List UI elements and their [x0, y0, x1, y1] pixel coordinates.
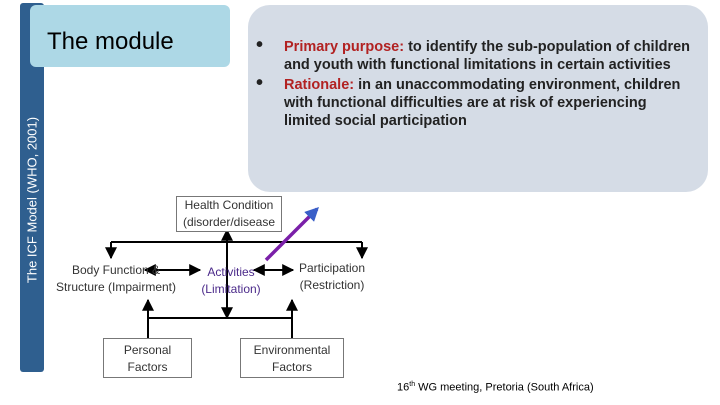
- node-activities: [196, 264, 266, 298]
- node-participation-line2: (Restriction): [299, 278, 365, 292]
- node-body-line2: Structure (Impairment): [55, 280, 177, 294]
- node-personal-line2: Factors: [127, 360, 168, 374]
- bullet-key: Rationale:: [284, 77, 355, 93]
- node-environmental-line2: Factors: [271, 360, 312, 374]
- node-body-function: [48, 262, 184, 296]
- node-body-line1: Body Function &: [71, 263, 161, 277]
- page-title: The module: [47, 28, 174, 55]
- footer-suffix: WG meeting, Pretoria (South Africa): [415, 381, 594, 394]
- node-health-line1: Health Condition: [184, 198, 274, 212]
- node-personal-factors: [103, 338, 192, 378]
- node-environmental-line1: Environmental: [253, 343, 331, 357]
- bullet-icon: •: [256, 34, 264, 56]
- bullet-text: in an unaccommodating environment, children with functional difficulties are at risk of experiencing limited social participation: [284, 77, 681, 129]
- bullet-icon: •: [256, 72, 264, 94]
- bullet-text: to identify the sub-population of children and youth with functional limitations in certain activities: [284, 39, 691, 73]
- footer-note: [397, 381, 594, 394]
- node-activities-line2: (Limitation): [201, 282, 261, 296]
- footer-prefix: 16: [397, 381, 410, 394]
- node-participation-line1: Participation: [298, 261, 366, 275]
- side-label: The ICF Model (WHO, 2001): [24, 116, 40, 284]
- bullet-key: Primary purpose:: [284, 39, 405, 55]
- node-health-condition: [176, 196, 282, 232]
- node-activities-line1: Activities: [207, 265, 255, 279]
- footer-superscript: th: [409, 381, 416, 388]
- node-personal-line1: Personal: [123, 343, 172, 357]
- node-health-line2: (disorder/disease: [182, 215, 276, 229]
- node-environmental-factors: [240, 338, 344, 378]
- node-participation: [294, 260, 370, 294]
